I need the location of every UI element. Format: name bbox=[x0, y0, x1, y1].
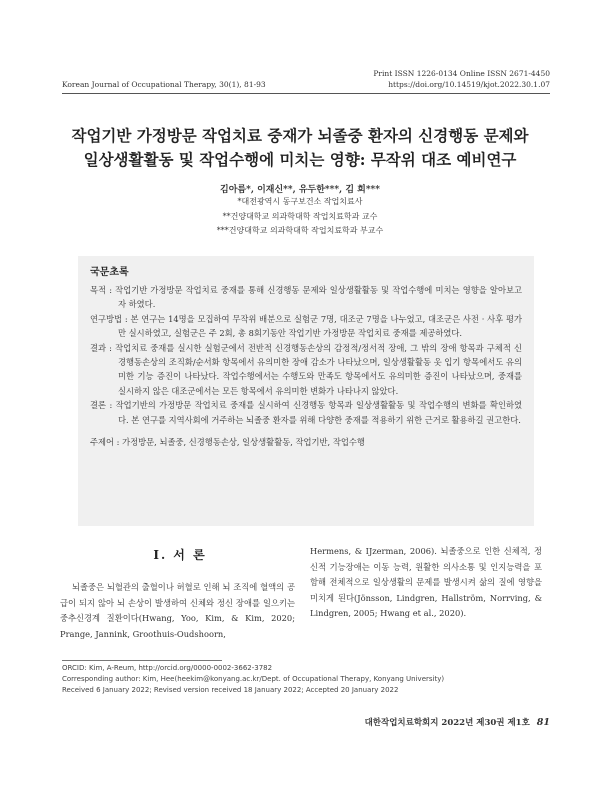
footnote-orcid: ORCID: Kim, A-Reum, http://orcid.org/0000-0002-3662-3782 bbox=[62, 664, 273, 672]
title-line-1: 작업기반 가정방문 작업치료 중재가 뇌졸중 환자의 신경행동 문제와 bbox=[71, 126, 529, 145]
issn-text: Print ISSN 1226-0134 Online ISSN 2671-4450 bbox=[373, 69, 550, 78]
author-list: 김아름*, 이재신**, 유두한***, 김 희*** bbox=[220, 185, 380, 195]
footnote-corresponding: Corresponding author: Kim, Hee(heekim@konyang.ac.kr/Dept. of Occupational Therapy, Konyang University) bbox=[62, 675, 445, 683]
body-column-left: 뇌졸중은 뇌혈관의 출혈이나 허혈로 인해 뇌 조직에 혈액의 공급이 되지 않아 뇌 손상이 발생하여 신체와 정신 장애를 일으키는 중추신경계 질환이다(Hwang, Yoo, Kim, & Kim, 2020; Prange, Jannink, Groothuis-Oudshoorn, bbox=[60, 582, 295, 639]
abstract-methods: 연구방법 : 본 연구는 14명을 모집하여 무작위 배분으로 실험군 7명, 대조군 7명을 나누었고, 대조군은 사전 · 사후 평가만 실시하였고, 실험군은 주 2회, 총 8회기동안 작업기반 가정방문 작업치료 중재를 제공하였다. bbox=[90, 313, 522, 339]
abstract-conclusion: 결론 : 작업기반의 가정방문 작업치료 중재를 실시하여 신경행동 항목과 일상생활활동 및 작업수행의 변화를 확인하였다. 본 연구를 지역사회에 거주하는 뇌졸중 환자를 위해 다양한 중재를 적용하기 위한 근거로 활용하길 권고한다. bbox=[90, 400, 522, 425]
affiliation-3: ***건양대학교 의과학대학 작업치료학과 부교수 bbox=[216, 226, 384, 235]
footnote-divider bbox=[62, 660, 222, 661]
footnotes bbox=[62, 663, 550, 696]
footer-journal-issue: 대한작업치료학회지 2022년 제30권 제1호 bbox=[364, 718, 530, 728]
abstract-heading: 국문초록 bbox=[90, 267, 129, 278]
abstract-box bbox=[78, 256, 534, 526]
section-heading-introduction: Ⅰ. 서 론 bbox=[153, 548, 207, 562]
abstract-keywords: 주제어 : 가정방문, 뇌졸중, 신경행동손상, 일상생활활동, 작업기반, 작업수행 bbox=[90, 437, 365, 448]
body-column-right: Hermens, & IJzerman, 2006). 뇌졸중으로 인한 신체적, 정신적 기능장애는 이동 능력, 원활한 의사소통 및 인지능력을 포함해 전체적으로 일상생활의 문제를 발생시켜 삶의 질에 영향을 미치게 된다(Jönsson, Lindgren, Hallström, Norrving, & Lindgren, 2005; Hwang et al., 2020). bbox=[310, 546, 542, 618]
header-issn-block bbox=[373, 68, 550, 90]
journal-citation: Korean Journal of Occupational Therapy, 30(1), 81-93 bbox=[62, 80, 266, 89]
abstract-results: 결과 : 작업치료 중재를 실시한 실험군에서 전반적 신경행동손상의 감정적/정서적 장애, 그 밖의 장애 항목과 구체적 신경행동손상의 조직화/순서화 항목에서 유의미한 장애 감소가 나타났으며, 일상생활활동 옷 입기 항목에서도 유의미한 기능 증진이 나타났다. 작업수행에서는 수행도와 만족도 항목에서도 유의미한 증진이 나타났으며, 중재를 실시하지 않은 대조군에서는 모든 항목에서 유의미한 변화가 나타나지 않았다. bbox=[90, 342, 522, 396]
page-number: 81 bbox=[536, 717, 550, 728]
affiliation-2: **건양대학교 의과학대학 작업치료학과 교수 bbox=[222, 211, 378, 221]
paper-title bbox=[50, 124, 550, 172]
affiliation-1: *대전광역시 동구보건소 작업치료사 bbox=[237, 197, 363, 206]
doi-link[interactable]: https://doi.org/10.14519/kjot.2022.30.1.07 bbox=[388, 80, 550, 89]
affiliation-list bbox=[50, 195, 550, 239]
abstract-purpose: 목적 : 작업기반 가정방문 작업치료 중재를 통해 신경행동 문제와 일상생활활동 및 작업수행에 미치는 영향을 알아보고자 하였다. bbox=[90, 285, 522, 310]
footnote-received: Received 6 January 2022; Revised version received 18 January 2022; Accepted 20 January 2022 bbox=[62, 686, 399, 694]
header-divider bbox=[62, 93, 550, 94]
page-footer bbox=[365, 716, 550, 728]
title-line-2: 일상생활활동 및 작업수행에 미치는 영향: 무작위 대조 예비연구 bbox=[83, 150, 517, 169]
